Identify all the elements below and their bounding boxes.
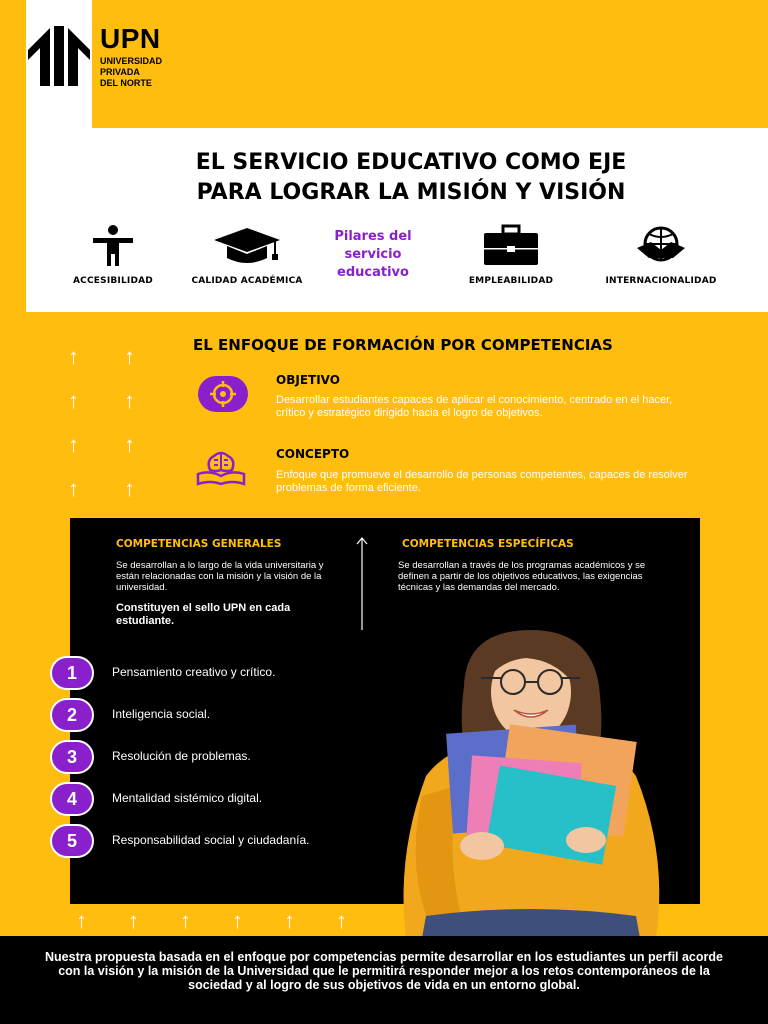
arrow-up-icon: ↑ <box>68 432 79 457</box>
target-icon <box>198 376 248 412</box>
arrow-up-icon: ↑ <box>124 476 135 501</box>
pillars-center-line-2: servicio <box>344 247 402 262</box>
pillar-calidad <box>182 224 312 286</box>
specific-competencies-text: Se desarrollan a través de los programas académicos y se definen a partir de los objetivos educativos, las exigencias técnicas y las demandas del mercado. <box>398 560 646 593</box>
section-title: EL ENFOQUE DE FORMACIÓN POR COMPETENCIAS <box>193 336 613 354</box>
brain-book-icon <box>196 450 246 486</box>
title-line-1: EL SERVICIO EDUCATIVO COMO EJE <box>195 150 627 175</box>
competency-number: 5 <box>50 824 94 858</box>
arrow-up-icon: ↑ <box>128 908 139 933</box>
upn-logo-mark-icon <box>26 26 92 86</box>
title-line-2: PARA LOGRAR LA MISIÓN Y VISIÓN <box>196 180 626 205</box>
objective-title: OBJETIVO <box>276 373 340 387</box>
arrow-up-icon: ↑ <box>124 388 135 413</box>
arrow-up-icon: ↑ <box>336 908 347 933</box>
arrow-up-icon: ↑ <box>124 344 135 369</box>
brand-line-3: DEL NORTE <box>100 78 152 88</box>
competency-label: Inteligencia social. <box>112 707 211 721</box>
brand-name: UPN <box>100 23 161 54</box>
graduation-cap-icon <box>212 224 282 268</box>
competency-label: Mentalidad sistémico digital. <box>112 791 263 805</box>
brand-line-2: PRIVADA <box>100 67 140 77</box>
page-title <box>26 148 768 208</box>
arrow-up-icon: ↑ <box>284 908 295 933</box>
specific-competencies-title: COMPETENCIAS ESPECÍFICAS <box>402 538 574 550</box>
title-card <box>26 128 768 312</box>
bottom-arrows <box>0 908 768 936</box>
pillars-center-label <box>318 228 428 282</box>
arrow-up-icon: ↑ <box>68 476 79 501</box>
concept-title: CONCEPTO <box>276 447 350 461</box>
competency-number: 3 <box>50 740 94 774</box>
arrow-up-icon: ↑ <box>68 344 79 369</box>
competency-label: Pensamiento creativo y crítico. <box>112 665 276 679</box>
competency-label: Resolución de problemas. <box>112 749 251 763</box>
footer <box>0 936 768 1024</box>
arrow-up-icon: ↑ <box>180 908 191 933</box>
upn-logo <box>26 23 163 89</box>
pillar-internacionalidad <box>596 224 726 286</box>
student-photo <box>386 626 676 938</box>
competency-number: 4 <box>50 782 94 816</box>
arrow-up-icon: ↑ <box>68 388 79 413</box>
divider-arrow-icon <box>356 536 368 632</box>
competency-label: Responsabilidad social y ciudadanía. <box>112 833 310 847</box>
arrow-up-icon: ↑ <box>232 908 243 933</box>
pillar-label: INTERNACIONALIDAD <box>605 276 717 286</box>
arrow-up-icon: ↑ <box>124 432 135 457</box>
footer-text: Nuestra propuesta basada en el enfoque por competencias permite desarrollar en los estudiantes un perfil acorde con la visión y la misión de la Universidad que le permitirá responder mejor a los retos contemporáneos de la sociedad y al logro de sus objetivos de vida en un entorno global. <box>45 950 723 992</box>
competency-number: 2 <box>50 698 94 732</box>
brand-line-1: UNIVERSIDAD <box>100 56 163 66</box>
pillar-accesibilidad <box>48 224 178 286</box>
objective-text: Desarrollar estudiantes capaces de aplicar el conocimiento, centrado en el hacer, crítico y estratégico dirigido hacia el logro de objetivos. <box>276 394 673 419</box>
pillar-label: EMPLEABILIDAD <box>468 276 554 286</box>
arrow-up-icon: ↑ <box>76 908 87 933</box>
pillar-label: ACCESIBILIDAD <box>73 276 153 286</box>
pillars-center-line-3: educativo <box>337 265 409 280</box>
pillars-row <box>26 224 768 294</box>
globe-handshake-icon <box>633 224 689 268</box>
pillar-empleabilidad <box>446 224 576 286</box>
pillar-label: CALIDAD ACADÉMICA <box>191 276 303 286</box>
general-competencies-highlight: Constituyen el sello UPN en cada estudiante. <box>116 602 291 627</box>
pillars-center-line-1: Pilares del <box>334 229 412 244</box>
general-competencies-text: Se desarrollan a lo largo de la vida universitaria y están relacionadas con la misión y la visión de la universidad. <box>116 560 324 593</box>
briefcase-icon <box>481 224 541 268</box>
general-competencies-title: COMPETENCIAS GENERALES <box>116 538 282 550</box>
concept-text: Enfoque que promueve el desarrollo de personas competentes, capaces de resolver problemas de forma eficiente. <box>276 469 688 494</box>
person-icon <box>88 224 138 268</box>
competency-number: 1 <box>50 656 94 690</box>
